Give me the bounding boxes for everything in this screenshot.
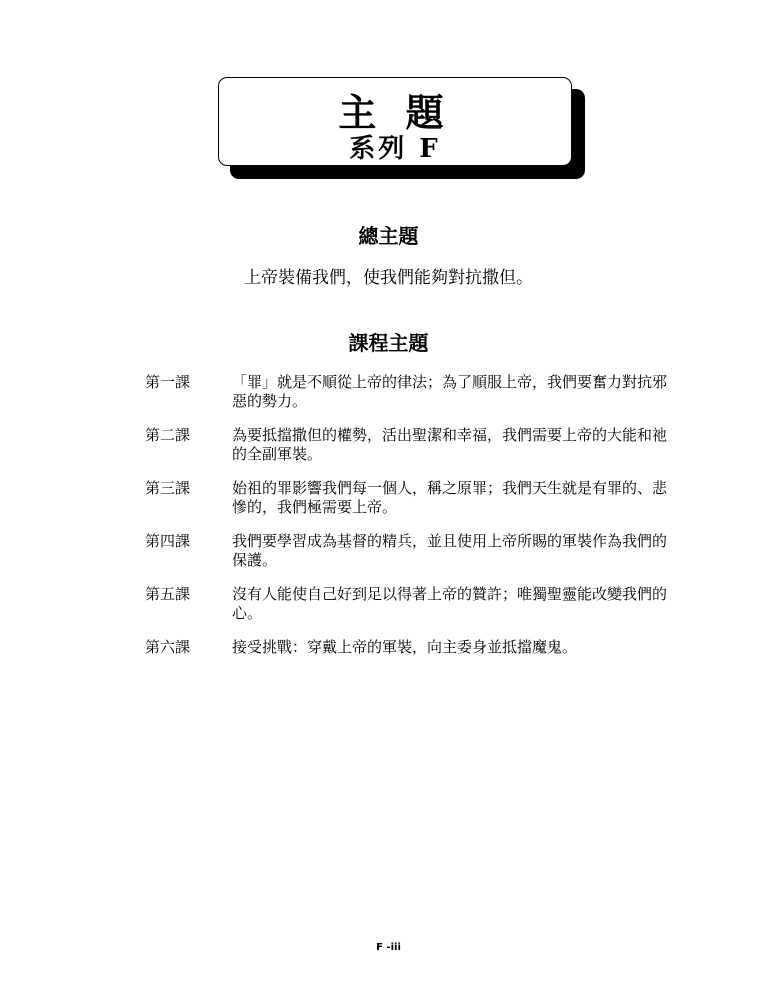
lesson-text: 「罪」就是不順從上帝的律法；為了順服上帝，我們要奮力對抗邪惡的勢力。 bbox=[232, 373, 668, 410]
lesson-text: 我們要學習成為基督的精兵，並且使用上帝所賜的軍裝作為我們的保護。 bbox=[232, 532, 668, 569]
page-subtitle: 系列 F bbox=[349, 134, 441, 164]
lesson-text: 接受挑戰：穿戴上帝的軍裝，向主委身並抵擋魔鬼。 bbox=[232, 638, 578, 656]
lesson-text: 始祖的罪影響我們每一個人，稱之原罪；我們天生就是有罪的、悲慘的，我們極需要上帝。 bbox=[232, 479, 668, 516]
title-box bbox=[218, 77, 586, 180]
general-theme-heading: 總主題 bbox=[358, 224, 419, 248]
page-title: 主 題 bbox=[338, 90, 452, 135]
lesson-label: 第四課 bbox=[145, 532, 191, 550]
title-box-frame bbox=[218, 77, 572, 166]
lesson-text: 沒有人能使自己好到足以得著上帝的贊許；唯獨聖靈能改變我們的心。 bbox=[232, 585, 668, 622]
lesson-label: 第二課 bbox=[145, 426, 191, 444]
page-number: F -iii bbox=[376, 942, 401, 953]
lesson-label: 第一課 bbox=[145, 373, 191, 391]
lesson-text: 為要抵擋撒但的權勢，活出聖潔和幸福，我們需要上帝的大能和祂的全副軍裝。 bbox=[232, 426, 668, 463]
lesson-themes-heading: 課程主題 bbox=[348, 331, 429, 355]
general-theme-text: 上帝裝備我們，使我們能夠對抗撒但。 bbox=[244, 268, 533, 288]
lesson-label: 第六課 bbox=[145, 638, 191, 656]
lesson-label: 第三課 bbox=[145, 479, 191, 497]
lesson-label: 第五課 bbox=[145, 585, 191, 603]
